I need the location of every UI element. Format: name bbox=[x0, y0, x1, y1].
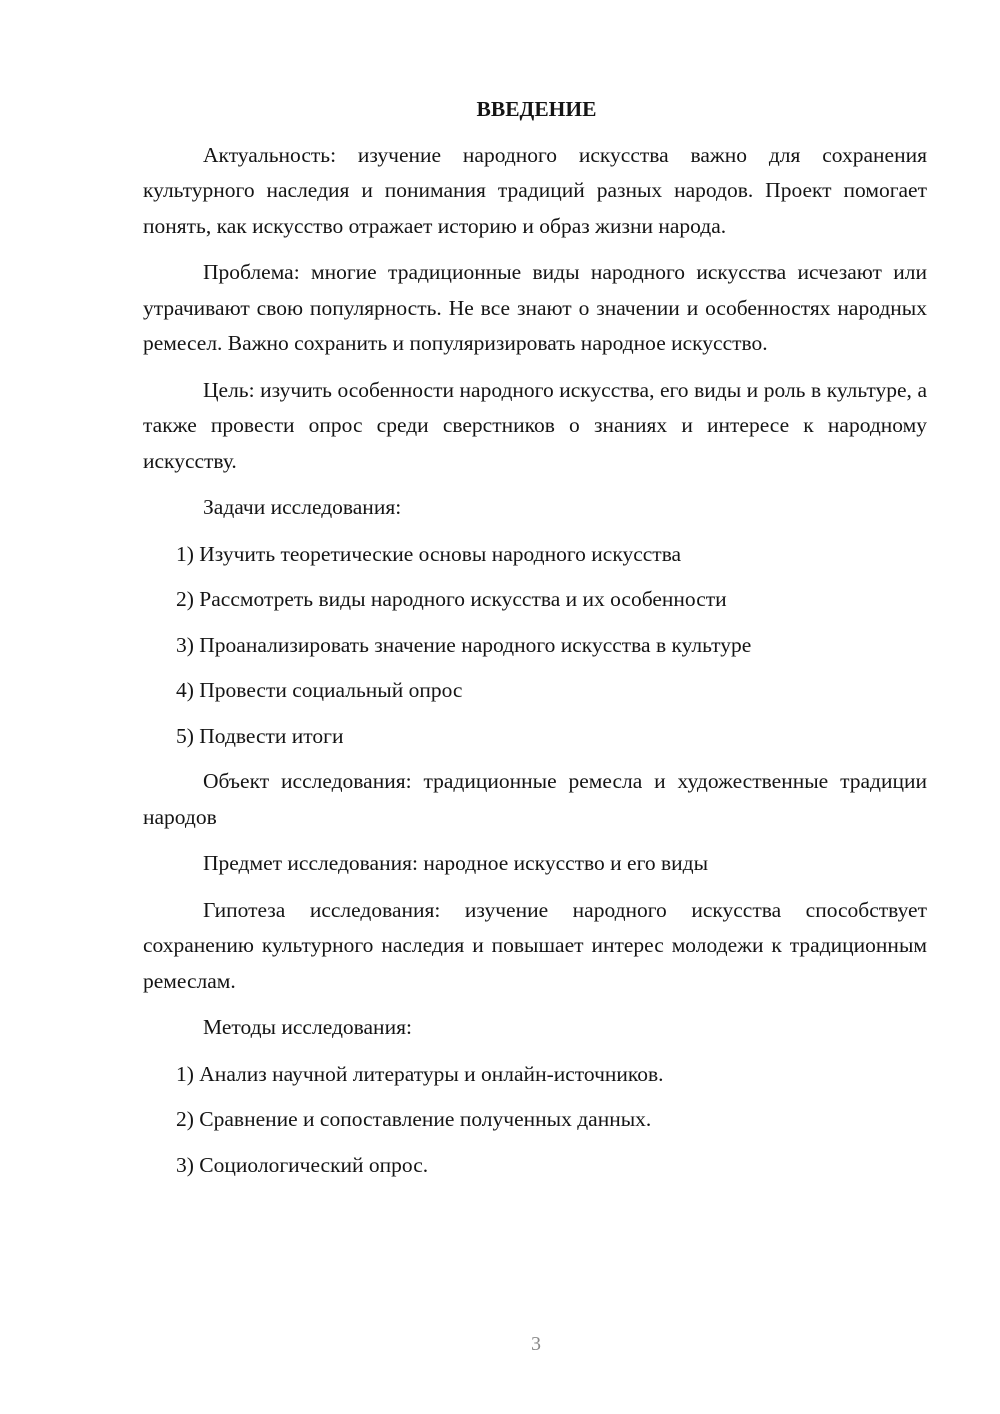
tasks-list bbox=[143, 537, 927, 755]
list-item: 3) Проанализировать значение народного искусства в культуре bbox=[176, 632, 752, 657]
list-item: 1) Анализ научной литературы и онлайн-источников. bbox=[176, 1061, 664, 1086]
relevance-paragraph: Актуальность: изучение народного искусства важно для сохранения культурного наследия и понимания традиций разных народов. Проект помогает понять, как искусство отражает историю и образ жизни народа. bbox=[143, 142, 927, 238]
page-number: 3 bbox=[531, 1333, 541, 1355]
list-item: 1) Изучить теоретические основы народного искусства bbox=[176, 541, 682, 566]
list-item: 2) Сравнение и сопоставление полученных данных. bbox=[176, 1107, 652, 1131]
list-item: 3) Социологический опрос. bbox=[176, 1152, 429, 1177]
list-item: 4) Провести социальный опрос bbox=[176, 678, 463, 702]
methods-list bbox=[143, 1057, 927, 1184]
object-paragraph: Объект исследования: традиционные ремесла и художественные традиции народов bbox=[143, 769, 927, 829]
hypothesis-paragraph: Гипотеза исследования: изучение народного искусства способствует сохранению культурного наследия и повышает интерес молодежи к традиционным ремеслам. bbox=[143, 897, 927, 993]
section-heading: ВВЕДЕНИЕ bbox=[476, 97, 597, 121]
list-item: 2) Рассмотреть виды народного искусства и их особенности bbox=[176, 587, 727, 611]
list-item: 5) Подвести итоги bbox=[176, 723, 344, 748]
methods-title: Методы исследования: bbox=[203, 1015, 412, 1039]
goal-paragraph: Цель: изучить особенности народного искусства, его виды и роль в культуре, а также провести опрос среди сверстников о знаниях и интересе к народному искусству. bbox=[143, 377, 927, 473]
problem-paragraph: Проблема: многие традиционные виды народного искусства исчезают или утрачивают свою популярность. Не все знают о значении и особенностях народных ремесел. Важно сохранить и популяризировать народное искусство. bbox=[143, 260, 927, 355]
tasks-title: Задачи исследования: bbox=[203, 495, 402, 519]
page-content bbox=[143, 92, 927, 1193]
subject-paragraph: Предмет исследования: народное искусство и его виды bbox=[203, 851, 709, 875]
